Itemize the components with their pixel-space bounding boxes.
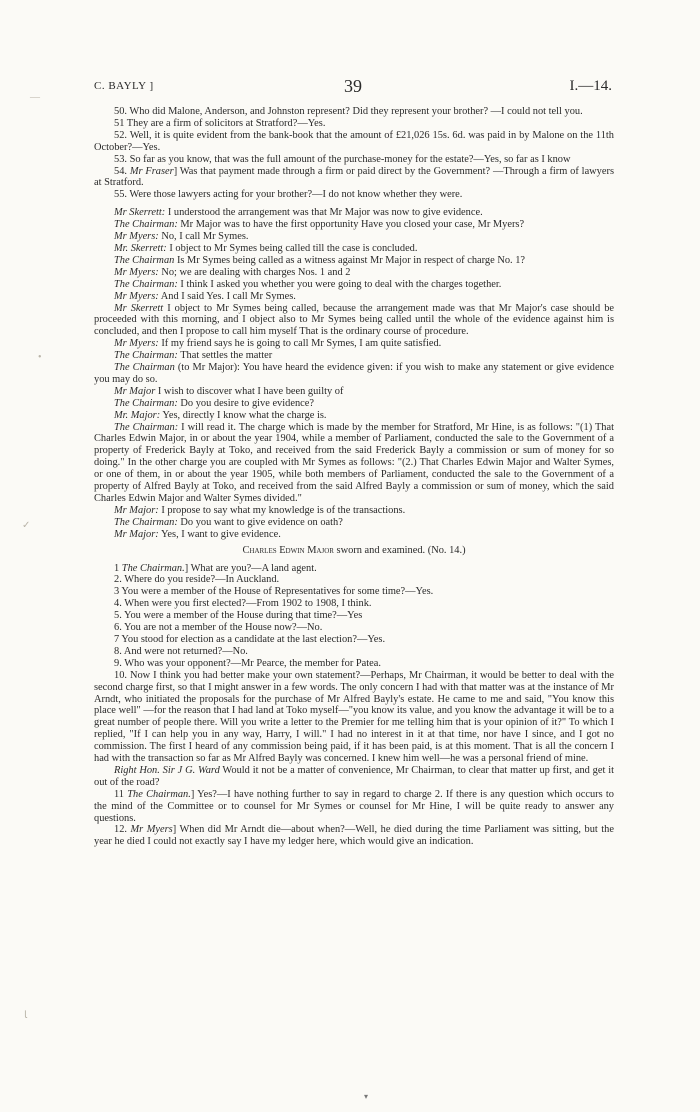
paragraph-text: And I said Yes. I call Mr Symes. bbox=[158, 290, 296, 302]
paragraph bbox=[94, 189, 614, 201]
margin-mark: — bbox=[30, 92, 40, 103]
witness-heading bbox=[94, 545, 614, 557]
paragraph-text: I understood the arrangement was that Mr Major was now to give evidence. bbox=[165, 207, 483, 219]
speaker: The Chairman bbox=[114, 362, 175, 374]
paragraph bbox=[94, 634, 614, 646]
paragraph-text: I wish to discover what I have been guilty of bbox=[155, 385, 344, 397]
paragraph bbox=[94, 646, 614, 658]
paragraph bbox=[94, 670, 614, 765]
paragraph-text: If my friend says he is going to call Mr Symes, I am quite satisfied. bbox=[158, 338, 442, 350]
page-header bbox=[94, 76, 612, 100]
paragraph bbox=[94, 207, 614, 219]
examination-questions bbox=[94, 563, 614, 849]
paragraph bbox=[94, 574, 614, 586]
paragraph-text: ] When did Mr Arndt die—about when?—Well, he died during the time Parliament was sitting, but the year he died I could not exactly say I have my ledger here, which would give an indication. bbox=[94, 824, 614, 848]
paragraph bbox=[94, 398, 614, 410]
paragraph-text: ] What are you?—A land agent. bbox=[184, 562, 317, 574]
paragraph bbox=[94, 517, 614, 529]
evidence-paragraphs bbox=[94, 106, 614, 541]
speaker: Mr. Skerrett: bbox=[114, 242, 167, 254]
paragraph bbox=[94, 622, 614, 634]
paragraph bbox=[94, 279, 614, 291]
speaker: Mr. Major: bbox=[114, 409, 161, 421]
paragraph-text: 52. Well, it is quite evident from the bank-book that the amount of £21,026 15s. 6d. was paid in by Malone on the 11th October?—Yes. bbox=[94, 129, 614, 153]
paragraph bbox=[94, 598, 614, 610]
speaker: The Chairman bbox=[114, 254, 175, 266]
speaker: The Chairman: bbox=[114, 516, 178, 528]
paragraph-text: 3 You were a member of the House of Representatives for some time?—Yes. bbox=[114, 586, 434, 598]
paragraph bbox=[94, 303, 614, 339]
page-number: 39 bbox=[344, 76, 362, 96]
paragraph-text: Is Mr Symes being called as a witness against Mr Major in respect of charge No. 1? bbox=[174, 254, 526, 266]
paragraph-text: Mr Major was to have the first opportunity Have you closed your case, Mr Myers? bbox=[177, 219, 525, 231]
paragraph-text: 4. When were you first elected?—From 1902 to 1908, I think. bbox=[114, 598, 372, 610]
body-text bbox=[94, 106, 614, 848]
paragraph-text: 5. You were a member of the House during that time?—Yes bbox=[114, 610, 363, 622]
paragraph bbox=[94, 243, 614, 255]
paragraph-text: No; we are dealing with charges Nos. 1 and 2 bbox=[158, 266, 351, 278]
paragraph-text: 9. Who was your opponent?—Mr Pearce, the member for Patea. bbox=[114, 657, 381, 669]
paragraph-text: I object to Mr Symes being called till the case is concluded. bbox=[166, 242, 418, 254]
paragraph-text: That settles the matter bbox=[177, 350, 273, 362]
header-witness: C. BAYLY ] bbox=[94, 80, 154, 92]
paragraph-text: 53. So far as you know, that was the full amount of the purchase-money for the estate?—Yes, so far as I know bbox=[114, 153, 571, 165]
paragraph bbox=[94, 166, 614, 190]
paragraph bbox=[94, 586, 614, 598]
paragraph-text: ] Yes?—I have nothing further to say in regard to charge 2. If there is any question which occurs to the mind of the Committee or to counsel for Mr Symes or counsel for Mr Hine, I will be quite ready to answer any questions. bbox=[94, 788, 614, 824]
paragraph-text: Yes, I want to give evidence. bbox=[158, 528, 281, 540]
speaker: The Chairman: bbox=[114, 350, 178, 362]
speaker: The Chairman: bbox=[114, 278, 178, 290]
footer-mark: ▾ bbox=[364, 1092, 369, 1101]
paragraph bbox=[94, 658, 614, 670]
paragraph bbox=[94, 267, 614, 279]
speaker: The Chairman: bbox=[114, 421, 179, 433]
paragraph bbox=[94, 362, 614, 386]
paragraph bbox=[94, 410, 614, 422]
speaker: Mr Major bbox=[114, 385, 156, 397]
paragraph-text: ] Was that payment made through a firm or paid direct by the Government? —Through a firm of lawyers at Stratford. bbox=[94, 165, 614, 189]
paragraph bbox=[94, 291, 614, 303]
speaker: Mr Myers: bbox=[114, 231, 159, 243]
paragraph bbox=[94, 529, 614, 541]
speaker: Mr Myers: bbox=[114, 290, 159, 302]
paragraph bbox=[94, 824, 614, 848]
paragraph-text: I propose to say what my knowledge is of the transactions. bbox=[158, 504, 406, 516]
paragraph-text: 11 bbox=[114, 788, 125, 800]
speaker: Mr Fraser bbox=[127, 165, 174, 177]
margin-mark: ✓ bbox=[22, 520, 31, 531]
speaker: The Chairman: bbox=[114, 219, 178, 231]
witness-heading-rest: sworn and examined. (No. 14.) bbox=[333, 544, 466, 556]
paragraph bbox=[94, 118, 614, 130]
paragraph-text: I think I asked you whether you were going to deal with the charges together. bbox=[177, 278, 502, 290]
paragraph bbox=[94, 130, 614, 154]
speaker: Mr Myers: bbox=[114, 266, 159, 278]
paragraph bbox=[94, 350, 614, 362]
speaker: Mr Skerrett: bbox=[114, 207, 166, 219]
paragraph-text: 1 bbox=[114, 562, 120, 574]
paragraph bbox=[94, 255, 614, 267]
paragraph-text: Would it not be a matter of convenience, Mr Chairman, to clear that matter up first, and get it out of the road? bbox=[94, 764, 614, 788]
paragraph-text: 6. You are not a member of the House now?—No. bbox=[114, 622, 323, 634]
paragraph-text: Yes, directly I know what the charge is. bbox=[160, 409, 327, 421]
paragraph-text: 8. And were not returned?—No. bbox=[114, 645, 248, 657]
speaker: Mr Myers bbox=[127, 824, 173, 836]
paragraph bbox=[94, 563, 614, 575]
paragraph bbox=[94, 505, 614, 517]
paragraph-text: Do you want to give evidence on oath? bbox=[177, 516, 343, 528]
paragraph-text: 51 They are a firm of solicitors at Stratford?—Yes. bbox=[114, 117, 326, 129]
paragraph-text: 50. Who did Malone, Anderson, and Johnston represent? Did they represent your brother? —I could not tell you. bbox=[114, 106, 583, 117]
speaker: Mr Skerrett bbox=[114, 302, 164, 314]
paragraph-text: I object to Mr Symes being called, because the arrangement made was that Mr Major's case should be proceeded with this morning, and I object also to Mr Symes being called until the whole of the evidence against him is concluded, and then I propose to call him myself That is the ordinary course of procedure. bbox=[94, 302, 614, 338]
paragraph bbox=[94, 765, 614, 789]
paragraph bbox=[94, 106, 614, 118]
speaker: Mr Major: bbox=[114, 504, 159, 516]
paragraph-text: (to Mr Major): You have heard the evidence given: if you wish to make any statement or give evidence you may do so. bbox=[94, 362, 614, 385]
paragraph bbox=[94, 219, 614, 231]
speaker: Mr Major: bbox=[114, 528, 159, 540]
margin-mark: • bbox=[38, 352, 42, 363]
paragraph bbox=[94, 231, 614, 243]
paragraph bbox=[94, 386, 614, 398]
witness-name: Charles Edwin Major bbox=[242, 544, 334, 556]
paragraph bbox=[94, 338, 614, 350]
paragraph bbox=[94, 610, 614, 622]
speaker: Mr Myers: bbox=[114, 338, 159, 350]
paragraph bbox=[94, 154, 614, 166]
paragraph-text: I will read it. The charge which is made by the member for Stratford, Mr Hine, is as follows: "(1) That Charles Edwin Major, in or about the year 1904, while a member of Parliament, conducted the sale to the Government of a property of Frederick Bayly at Toko, and received from the said Frederick Bayly a commission or sum of money for so doing." In the other charge you are coupled with Mr Symes as follows: "(2.) That Charles Edwin Major and Walter Symes, or one of them, in or about the year 1905, while both members of Parliament, conducted the sale to the Government of a property of Alfred Bayly at Toko, and received from the said Alfred Bayly a commission or sum of money, which the said Charles Edwin Major and Walter Symes divided." bbox=[94, 421, 614, 504]
paragraph-text: 2. Where do you reside?—In Auckland. bbox=[114, 574, 280, 586]
paragraph-text: 55. Were those lawyers acting for your brother?—I do not know whether they were. bbox=[114, 189, 463, 201]
margin-mark: ﺎ bbox=[24, 1010, 28, 1021]
paragraph-text: 7 You stood for election as a candidate at the last election?—Yes. bbox=[114, 633, 386, 645]
paragraph-text: 10. Now I think you had better make your own statement?—Perhaps, Mr Chairman, it would be better to deal with the second charge first, so that I might answer in a few words. The only concern I had with that matter was at the instance of Mr Arndt, who initiated the proposals for the purchase of Mr Alfred Bayly's estate. He came to me and said, "You know this place well" —for the reason that I had land at Toko myself—"you know its value, and you know the advantage it will be to a great number of people there. Will you write a letter to the Premier for me telling him that is your opinion of it?" To which I replied, "If I can help you in any way, Harry, I will." I had no interest in it at that time, nor have I since, and I got no commission. The first I heard of any commission being paid, if it has been paid, is at this moment. That is all the concern I had with the transaction so far as Mr Alfred Bayly was concerned. I knew him well—he was a personal friend of mine. bbox=[94, 669, 614, 765]
speaker: The Chairman. bbox=[124, 788, 191, 800]
speaker: The Chairman. bbox=[119, 562, 185, 574]
paragraph-text: 12. bbox=[114, 824, 127, 836]
paragraph-text: No, I call Mr Symes. bbox=[158, 231, 249, 243]
paragraph-text: 54. bbox=[114, 165, 127, 177]
paragraph bbox=[94, 422, 614, 505]
speaker: Right Hon. Sir J G. Ward bbox=[114, 764, 220, 776]
paper-reference: I.—14. bbox=[569, 78, 612, 94]
paragraph-text: Do you desire to give evidence? bbox=[177, 397, 314, 409]
speaker: The Chairman: bbox=[114, 397, 178, 409]
paragraph bbox=[94, 789, 614, 825]
